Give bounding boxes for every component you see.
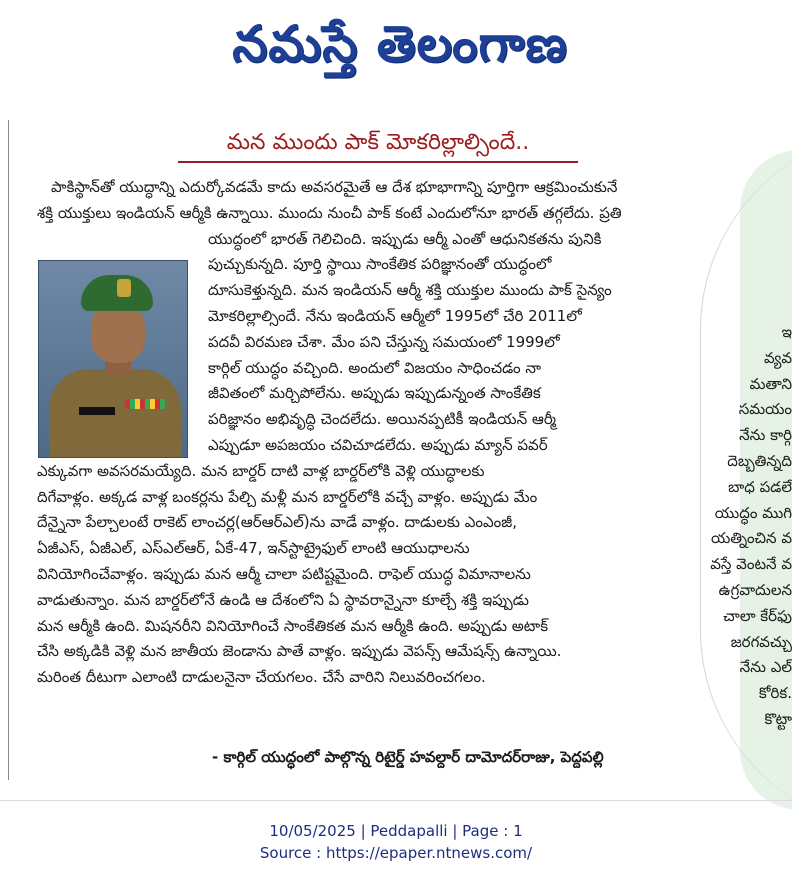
article-line: శక్తి యుక్తులు ఇండియన్ ఆర్మీకి ఉన్నాయి. ముందు నుంచీ పాక్ కంటే ఎందులోనూ భారత్ తగ్గలేదు. ప్రతి [37,203,622,222]
article-line: యుద్ధంలో భారత్ గెలిచింది. ఇప్పుడు ఆర్మీ ఎంతో ఆధునికతను పునికి [208,229,602,248]
adjacent-line: బాధ పడలే [728,477,792,496]
column-divider-left [8,120,9,780]
adjacent-line: సమయం [738,400,792,419]
adjacent-line: కొట్టా [764,709,792,728]
edition-info: 10/05/2025 | Peddapalli | Page : 1 [269,822,523,840]
article-line: పాకిస్థాన్‌తో యుద్ధాన్ని ఎదుర్కోవడమే కాదు అవసరమైతే ఆ దేశ భూభాగాన్ని పూర్తిగా ఆక్రమించుకునే [51,178,618,196]
article-byline: - కార్గిల్ యుద్ధంలో పాల్గొన్న రిటైర్డ్ హవల్దార్ దామోదర్‌రాజు, పెద్దపల్లి [212,748,604,766]
adjacent-line: నేను ఎల్ [739,658,792,677]
source-link[interactable]: Source : https://epaper.ntnews.com/ [259,844,533,862]
adjacent-line: జరగవచ్చు [730,632,792,651]
adjacent-line: దెబ్బతిన్నది [727,451,792,470]
page-footer [0,820,792,864]
article-line: పరిజ్ఞానం అభివృద్ధి చెందలేదు. అయినప్పటికీ ఇండియన్ ఆర్మీ [208,410,557,429]
adjacent-line: యత్నించిన వ [710,529,792,548]
article-line: కార్గిల్ యుద్ధం వచ్చింది. అందులో విజయం సాధించడం నా [208,358,542,377]
article-line: దూసుకెళ్తున్నది. మన ఇండియన్ ఆర్మీ శక్తి యుక్తుల ముందు పాక్ సైన్యం [208,281,612,300]
adjacent-line: నేను కార్గి [739,426,792,445]
adjacent-line: కోరిక. [758,684,792,703]
adjacent-line: వస్తే వెంటనే వ [710,555,792,574]
article-line: ఏజీఎస్, ఏజీఎల్, ఎస్‌ఎల్‌ఆర్, ఏకే-47, ఇన్‌స్టాట్రైఫుల్ లాంటి ఆయుధాలను [37,539,470,558]
article-line: పదవీ విరమణ చేశా. మేం పని చేస్తున్న సమయంలో 1999లో [208,332,560,351]
headline-underline [178,161,578,163]
article-body [37,175,745,691]
article-headline: మన ముందు పాక్ మోకరిల్లాల్సిందే.. [226,130,530,155]
footer-divider [0,800,792,801]
article-line: దిగేవాళ్లం. అక్కడ వాళ్ల బంకర్లను పేల్చి మళ్లీ మన బార్డర్‌లోకి వచ్చే వాళ్లం. అప్పుడు మేం [37,487,538,506]
article-line: జీవితంలో మర్చిపోలేను. అప్పుడు ఇప్పుడున్నంత సాంకేతిక [208,384,541,403]
masthead [0,0,792,100]
article-line: చేసి అక్కడికి వెళ్లి మన జాతీయ జెండాను పాతే వాళ్లం. ఇప్పుడు వెపన్స్ ఆమేషన్స్ ఉన్నాయి. [37,642,562,661]
article-line: ఎక్కువగా అవసరమయ్యేది. మన బార్డర్ దాటి వాళ్ల బార్డర్‌లోకి వెళ్లి యుద్ధాలకు [37,461,485,480]
adjacent-line: వ్యవ [763,348,792,367]
adjacent-line: యుద్ధం ముగి [714,503,792,522]
adjacent-line: ఇ [781,323,792,341]
article-line: ఎప్పుడూ అపజయం చవిచూడలేదు. అప్పుడు మ్యాన్ పవర్ [208,435,548,454]
article-line: వాడుతున్నాం. మన బార్డర్‌లోనే ఉండి ఆ దేశంలోని ఏ స్థావరాన్నైనా కూల్చే శక్తి ఇప్పుడు [37,590,529,609]
article-line: మన ఆర్మీకి ఉంది. మిషనరీని వినియోగించే సాంకేతికత మన ఆర్మీకి ఉంది. అప్పుడు అటాక్ [37,616,549,635]
adjacent-line: ఉగ్రవాదులన [718,580,792,599]
article-line: పుచ్చుకున్నది. పూర్తి స్థాయి సాంకేతిక పరిజ్ఞానంతో యుద్ధంలో [208,255,552,274]
article-line: మోకరిల్లాల్సిందే. నేను ఇండియన్ ఆర్మీలో 1995లో చేరి 2011లో [208,306,582,325]
adjacent-line: చాలా కేర్‌ఫు [723,606,792,625]
newspaper-logo: నమస్తే తెలంగాణ [232,15,568,73]
adjacent-line: మతాని [749,374,792,393]
article-line: దేన్నైనా పేల్చాలంటే రాకెట్ లాంచర్ల(ఆర్‌ఆర్‌ఎల్)ను వాడే వాళ్లం. దాడులకు ఎంఎంజీ, [37,513,517,532]
article-line: మరింత దీటుగా ఎలాంటి దాడులనైనా చేయగలం. చేసే వారిని నిలువరించగలం. [37,668,486,687]
article-line: వినియోగించేవాళ్లం. ఇప్పుడు మన ఆర్మీ చాలా పటిష్టమైంది. రాఫెల్ యుద్ధ విమానాలను [37,564,531,583]
